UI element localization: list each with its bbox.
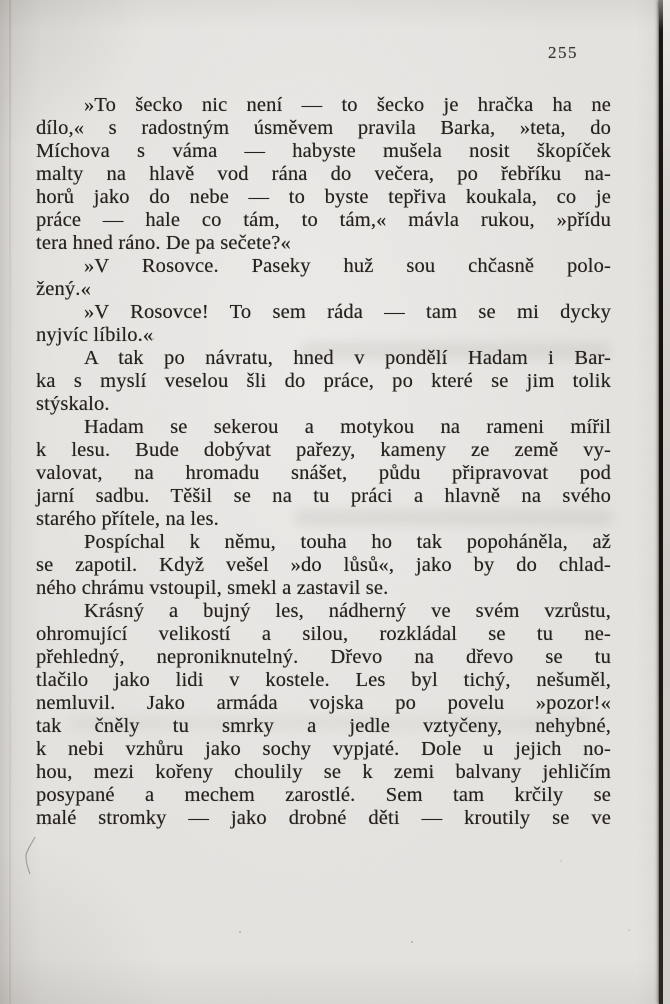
text-line: přehledný, neproniknutelný. Dřevo na dřevo se tu bbox=[36, 646, 611, 668]
text-line: »To šecko nic není — to šecko je hračka ha ne bbox=[84, 94, 611, 116]
text-line: »V Rosovce. Paseky huž sou chčasně polo- bbox=[84, 255, 611, 277]
text-line: A tak po návratu, hned v pondělí Hadam i Bar- bbox=[84, 347, 611, 369]
text-line: nyjvíc líbilo.« bbox=[36, 324, 154, 346]
paragraph bbox=[36, 94, 611, 255]
text-line: tera hned ráno. De pa sečete?« bbox=[36, 232, 291, 254]
text-line: ohromující velikostí a silou, rozkládal se tu ne- bbox=[36, 623, 611, 645]
text-line: se zapotil. Když vešel »do lůsů«, jako by do chlad- bbox=[36, 554, 611, 576]
text-line: valovat, na hromadu snášet, půdu připravovat pod bbox=[36, 462, 611, 484]
text-line: posypané a mechem zarostlé. Sem tam krčily se bbox=[36, 784, 611, 806]
paper-speck bbox=[512, 455, 514, 457]
paper-crease bbox=[9, 0, 11, 1004]
text-line: Pospíchal k němu, touha ho tak popoháněla, až bbox=[84, 531, 611, 553]
paragraph bbox=[36, 600, 611, 830]
text-line: dílo,« s radostným úsměvem pravila Barka, »teta, do bbox=[36, 117, 611, 139]
text-line: horů jako do nebe — to byste tepřiva koukala, co je bbox=[36, 186, 611, 208]
text-line: k lesu. Bude dobývat pařezy, kameny ze země vy- bbox=[36, 439, 611, 461]
text-line: malty na hlavě vod rána do večera, po řebříku na- bbox=[36, 163, 611, 185]
paragraph bbox=[36, 301, 611, 347]
paper-speck bbox=[560, 860, 562, 862]
text-line: nemluvil. Jako armáda vojska po povelu »pozor!« bbox=[36, 692, 611, 714]
text-line: Míchova s váma — habyste mušela nosit škopíček bbox=[36, 140, 611, 162]
text-line: malé stromky — jako drobné děti — kroutily se ve bbox=[36, 807, 611, 829]
text-line: Krásný a bujný les, nádherný ve svém vzrůstu, bbox=[84, 600, 611, 622]
paragraph bbox=[36, 416, 611, 531]
text-line: tak čněly tu smrky a jedle vztyčeny, nehybné, bbox=[36, 715, 611, 737]
text-line: starého přítele, na les. bbox=[36, 508, 219, 530]
text-line: jarní sadbu. Těšil se na tu práci a hlavně na svého bbox=[36, 485, 611, 507]
paper-speck bbox=[46, 824, 48, 826]
text-line: Hadam se sekerou a motykou na rameni mířil bbox=[84, 416, 611, 438]
text-line: stýskalo. bbox=[36, 393, 110, 415]
text-line: hou, mezi kořeny choulily se k zemi balvany jehličím bbox=[36, 761, 611, 783]
text-line: tlačilo jako lidi v kostele. Les byl tichý, nešuměl, bbox=[36, 669, 611, 691]
book-edge-margin bbox=[663, 0, 670, 1004]
paragraph bbox=[36, 255, 611, 301]
text-line: ného chrámu vstoupil, smekl a zastavil se. bbox=[36, 577, 389, 599]
text-line: ka s myslí veselou šli do práce, po které se jim tolik bbox=[36, 370, 611, 392]
text-line: práce — hale co tám, to tám,« mávla rukou, »přídu bbox=[36, 209, 611, 231]
paper-speck bbox=[152, 338, 154, 340]
page-number: 255 bbox=[548, 43, 578, 62]
paragraph bbox=[36, 347, 611, 416]
paper-speck bbox=[411, 941, 413, 943]
text-line: »V Rosovce! To sem ráda — tam se mi dycky bbox=[84, 301, 611, 323]
text-line: k nebi vzhůru jako sochy vypjaté. Dole u jejich no- bbox=[36, 738, 611, 760]
page-text bbox=[36, 94, 611, 830]
text-line: žený.« bbox=[36, 278, 91, 300]
paper-speck bbox=[239, 931, 241, 933]
paper-speck bbox=[628, 929, 630, 931]
paragraph bbox=[36, 531, 611, 600]
pencil-mark bbox=[20, 832, 42, 880]
